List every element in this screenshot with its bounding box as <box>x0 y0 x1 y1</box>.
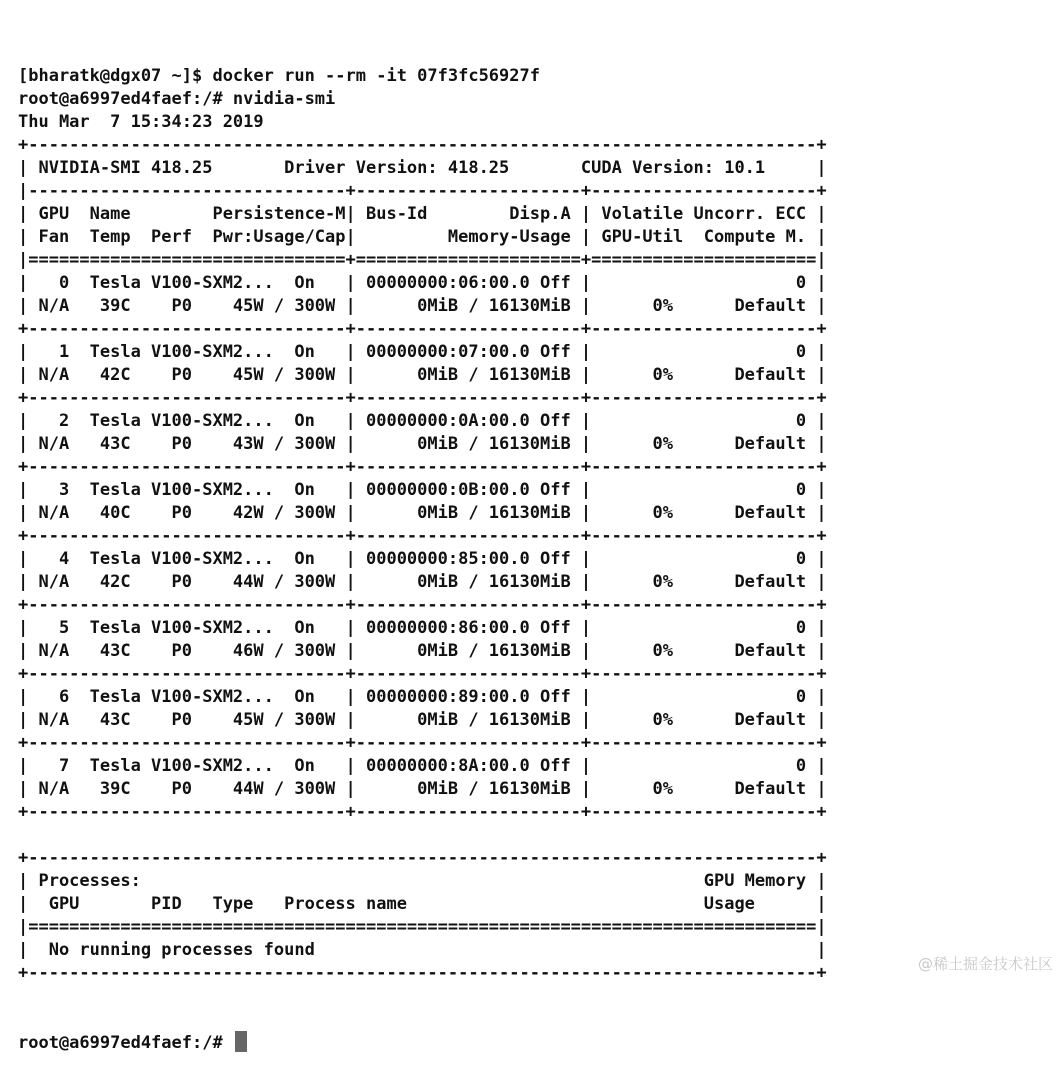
terminal-line: | N/A 42C P0 44W / 300W | 0MiB / 16130MiB | 0% Default | <box>18 572 827 592</box>
terminal-line: | 4 Tesla V100-SXM2... On | 00000000:85:00.0 Off | 0 | <box>18 549 827 569</box>
terminal-line: | 5 Tesla V100-SXM2... On | 00000000:86:00.0 Off | 0 | <box>18 618 827 638</box>
terminal-lines <box>18 65 1058 985</box>
terminal-prompt-line[interactable] <box>18 1031 1058 1054</box>
terminal-line: | GPU Name Persistence-M| Bus-Id Disp.A | Volatile Uncorr. ECC | <box>18 204 827 224</box>
terminal-line: | N/A 42C P0 45W / 300W | 0MiB / 16130MiB | 0% Default | <box>18 365 827 385</box>
terminal-line <box>18 824 1058 847</box>
terminal-line: +-----------------------------------------------------------------------------+ <box>18 848 827 868</box>
terminal-line: | GPU PID Type Process name Usage | <box>18 894 827 914</box>
terminal-line: | 2 Tesla V100-SXM2... On | 00000000:0A:00.0 Off | 0 | <box>18 411 827 431</box>
terminal-line: | 1 Tesla V100-SXM2... On | 00000000:07:00.0 Off | 0 | <box>18 342 827 362</box>
terminal-line: +-------------------------------+----------------------+----------------------+ <box>18 388 827 408</box>
terminal-line: |=============================================================================| <box>18 917 827 937</box>
terminal-line: | N/A 43C P0 43W / 300W | 0MiB / 16130MiB | 0% Default | <box>18 434 827 454</box>
terminal-line: | N/A 43C P0 46W / 300W | 0MiB / 16130MiB | 0% Default | <box>18 641 827 661</box>
text-cursor <box>235 1031 247 1052</box>
terminal-line: | 7 Tesla V100-SXM2... On | 00000000:8A:00.0 Off | 0 | <box>18 756 827 776</box>
terminal-line: | 6 Tesla V100-SXM2... On | 00000000:89:00.0 Off | 0 | <box>18 687 827 707</box>
terminal-line: root@a6997ed4faef:/# nvidia-smi <box>18 89 336 109</box>
terminal-output[interactable] <box>18 19 1058 1077</box>
terminal-line: +-------------------------------+----------------------+----------------------+ <box>18 664 827 684</box>
terminal-line: +-------------------------------+----------------------+----------------------+ <box>18 595 827 615</box>
terminal-line: | N/A 43C P0 45W / 300W | 0MiB / 16130MiB | 0% Default | <box>18 710 827 730</box>
terminal-line: | No running processes found | <box>18 940 827 960</box>
terminal-line: |===============================+======================+======================| <box>18 250 827 270</box>
terminal-line: +-------------------------------+----------------------+----------------------+ <box>18 733 827 753</box>
shell-prompt: root@a6997ed4faef:/# <box>18 1033 233 1053</box>
terminal-line: +-----------------------------------------------------------------------------+ <box>18 963 827 983</box>
terminal-line: Thu Mar 7 15:34:23 2019 <box>18 112 264 132</box>
terminal-line: | NVIDIA-SMI 418.25 Driver Version: 418.25 CUDA Version: 10.1 | <box>18 158 827 178</box>
terminal-line: +-------------------------------+----------------------+----------------------+ <box>18 526 827 546</box>
terminal-line: | Fan Temp Perf Pwr:Usage/Cap| Memory-Usage | GPU-Util Compute M. | <box>18 227 827 247</box>
terminal-line: |-------------------------------+----------------------+----------------------+ <box>18 181 827 201</box>
terminal-line: | N/A 39C P0 44W / 300W | 0MiB / 16130MiB | 0% Default | <box>18 779 827 799</box>
terminal-line: +-------------------------------+----------------------+----------------------+ <box>18 319 827 339</box>
terminal-line: | Processes: GPU Memory | <box>18 871 827 891</box>
terminal-line: | N/A 40C P0 42W / 300W | 0MiB / 16130MiB | 0% Default | <box>18 503 827 523</box>
terminal-line: | N/A 39C P0 45W / 300W | 0MiB / 16130MiB | 0% Default | <box>18 296 827 316</box>
terminal-line: | 0 Tesla V100-SXM2... On | 00000000:06:00.0 Off | 0 | <box>18 273 827 293</box>
watermark: @稀土掘金技术社区 <box>917 955 1053 973</box>
terminal-line: +-----------------------------------------------------------------------------+ <box>18 135 827 155</box>
terminal-line: +-------------------------------+----------------------+----------------------+ <box>18 802 827 822</box>
terminal-line: +-------------------------------+----------------------+----------------------+ <box>18 457 827 477</box>
terminal-line: | 3 Tesla V100-SXM2... On | 00000000:0B:00.0 Off | 0 | <box>18 480 827 500</box>
terminal-line: [bharatk@dgx07 ~]$ docker run --rm -it 07f3fc56927f <box>18 66 540 86</box>
